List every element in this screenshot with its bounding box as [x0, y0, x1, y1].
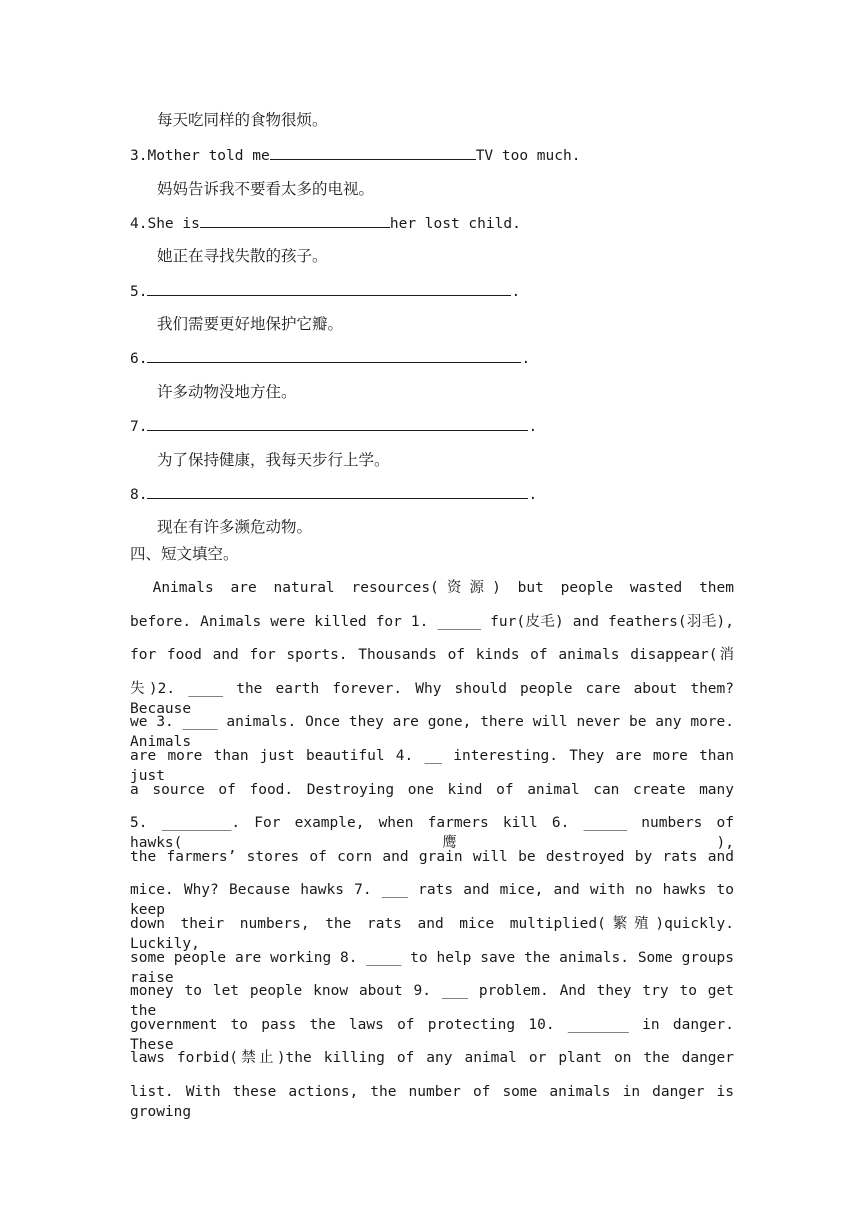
passage-line: mice. Why? Because hawks 7. ___ rats and mice, and with no hawks to keep [130, 882, 734, 919]
passage-line: list. With these actions, the number of some animals in danger is growing [130, 1084, 734, 1120]
sentence-translation-6: 许多动物没地方住。 [157, 383, 297, 401]
question-number: 7. [130, 419, 148, 435]
period: . [528, 419, 538, 435]
answer-blank[interactable] [200, 213, 390, 228]
question-6 [130, 348, 530, 369]
answer-blank[interactable] [147, 348, 521, 363]
passage-line: 5. ________. For example, when farmers kill 6. _____ numbers of hawks(鹰), [130, 815, 734, 852]
passage-line: some people are working 8. ____ to help save the animals. Some groups raise [130, 949, 734, 986]
question-number: 3. [130, 148, 148, 164]
question-3 [130, 145, 580, 166]
question-4 [130, 213, 521, 234]
question-number: 8. [130, 487, 148, 503]
passage-line: are more than just beautiful 4. __ interesting. They are more than just [130, 748, 734, 784]
question-text: her lost child. [389, 216, 521, 232]
question-number: 6. [130, 351, 148, 367]
passage-line: money to let people know about 9. ___ problem. And they try to get the [130, 983, 734, 1020]
question-8 [130, 484, 537, 505]
question-number: 5. [130, 284, 148, 300]
section-title: 四、短文填空。 [130, 545, 239, 563]
sentence-translation-2: 每天吃同样的食物很烦。 [157, 111, 328, 129]
passage-line: 失)2. ____ the earth forever. Why should people care about them? Because [130, 680, 734, 717]
question-text: Mother told me [147, 148, 270, 164]
answer-blank[interactable] [147, 281, 511, 296]
answer-blank[interactable] [147, 416, 528, 431]
sentence-translation-3: 妈妈告诉我不要看太多的电视。 [157, 180, 375, 198]
passage-line: before. Animals were killed for 1. _____ fur(皮毛) and feathers(羽毛), [130, 613, 734, 630]
answer-blank[interactable] [270, 145, 476, 160]
passage-line: a source of food. Destroying one kind of animal can create many [130, 781, 734, 798]
sentence-translation-7: 为了保持健康，我每天步行上学。 [157, 451, 390, 469]
question-number: 4. [130, 216, 148, 232]
period: . [521, 351, 531, 367]
passage-line: Animals are natural resources(资源) but people wasted them [130, 580, 734, 596]
passage-line: we 3. ____ animals. Once they are gone, there will never be any more. Animals [130, 714, 734, 751]
passage-line: laws forbid(禁止)the killing of any animal or plant on the danger [130, 1050, 734, 1067]
sentence-translation-4: 她正在寻找失散的孩子。 [157, 247, 328, 265]
passage-line: government to pass the laws of protecting 10. _______ in danger. These [130, 1016, 734, 1053]
period: . [511, 284, 521, 300]
answer-blank[interactable] [147, 484, 528, 499]
period: . [528, 487, 538, 503]
question-text: She is [147, 216, 200, 232]
passage-line: down their numbers, the rats and mice multiplied(繁殖)quickly. Luckily, [130, 916, 734, 952]
question-text: TV too much. [475, 148, 581, 164]
passage-line: the farmers’ stores of corn and grain will be destroyed by rats and [130, 848, 734, 865]
sentence-translation-8: 现在有许多濒危动物。 [157, 518, 313, 536]
sentence-translation-5: 我们需要更好地保护它瓣。 [157, 315, 344, 333]
question-5 [130, 281, 520, 302]
question-7 [130, 416, 537, 437]
passage-line: for food and for sports. Thousands of kinds of animals disappear(消 [130, 647, 734, 664]
